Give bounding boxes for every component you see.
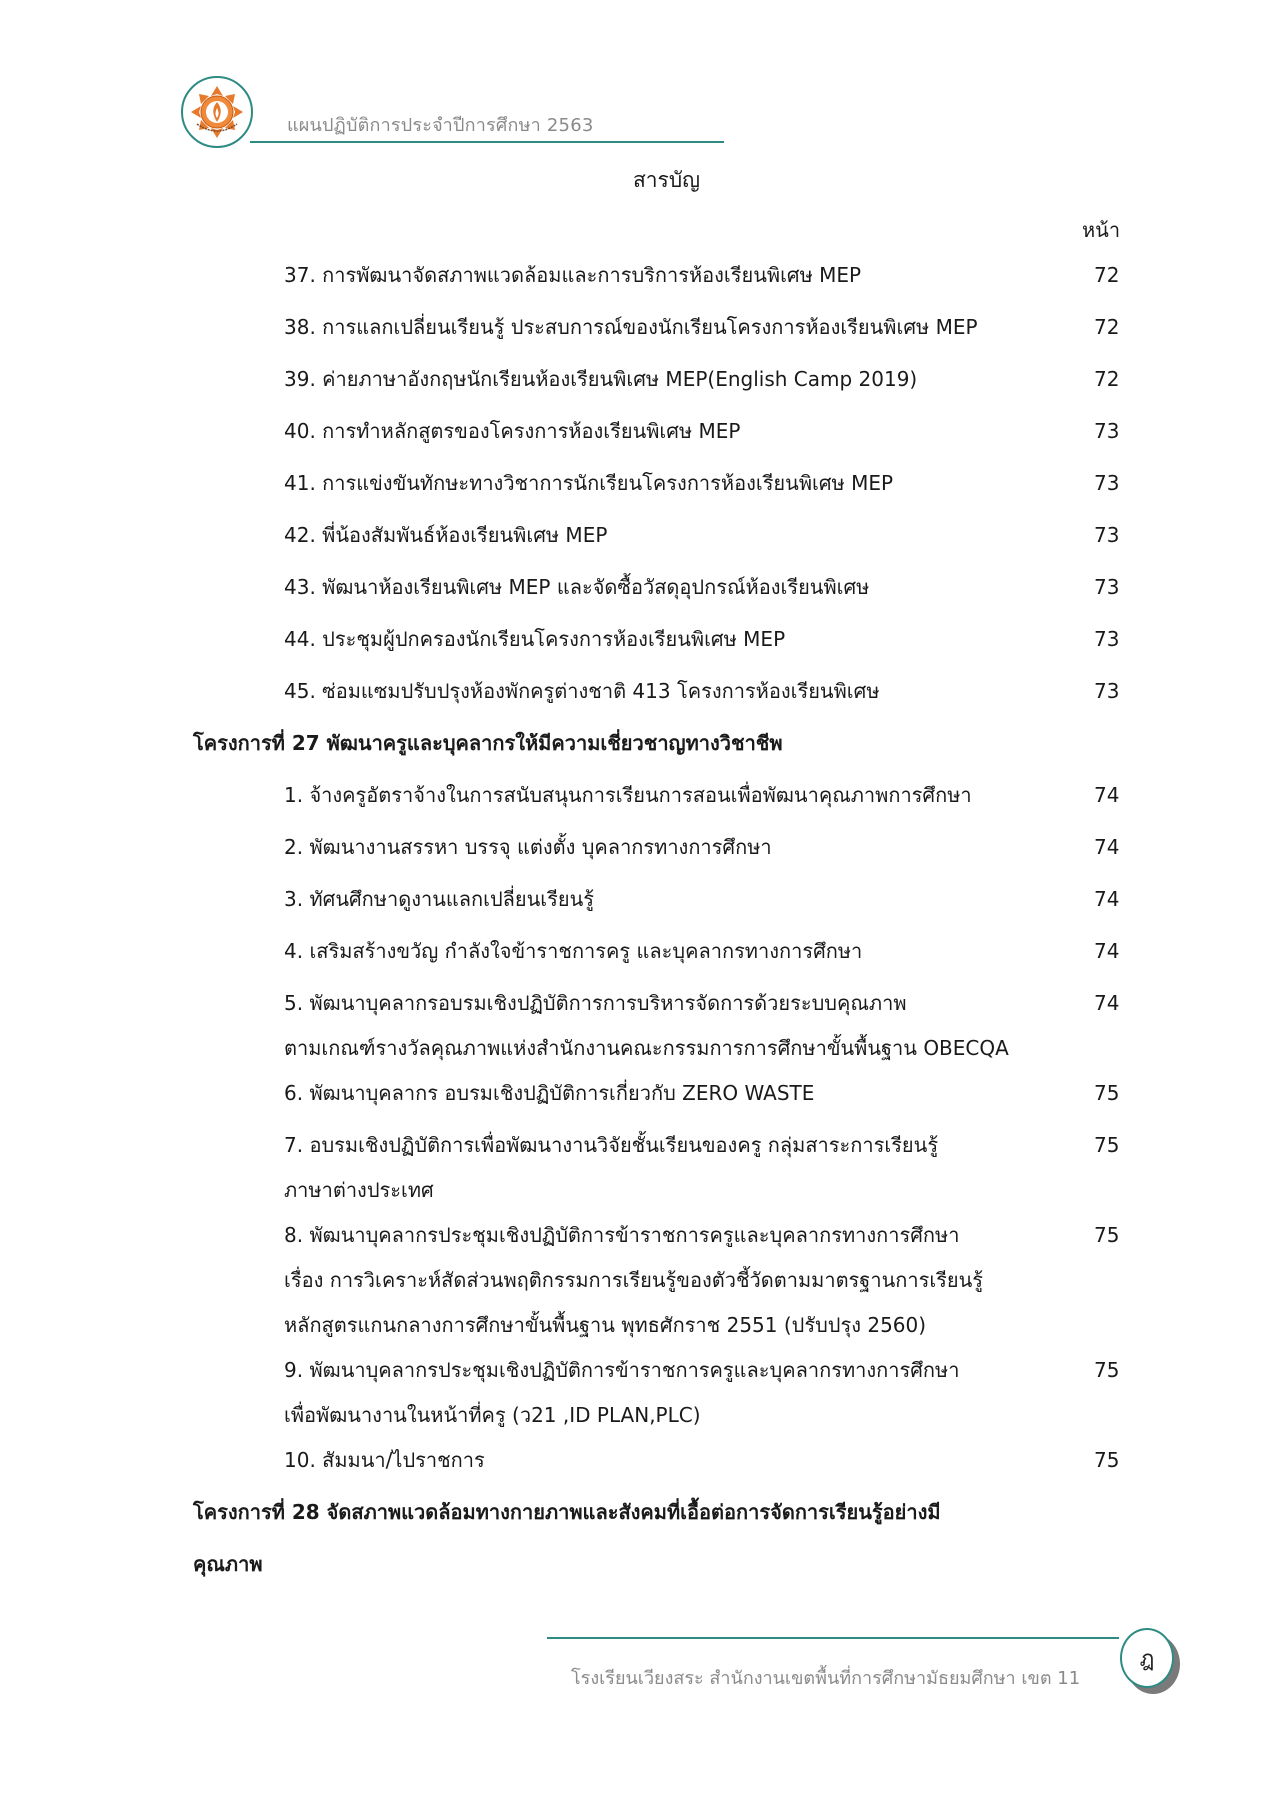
toc-entry[interactable] xyxy=(284,1445,1144,1475)
toc-entry[interactable] xyxy=(284,780,1144,810)
toc-entry-continuation: เพื่อพัฒนางานในหน้าที่ครู (ว21 ,ID PLAN,PLC) xyxy=(284,1403,701,1427)
page-column-label: หน้า xyxy=(1082,218,1121,242)
toc-page-number: 75 xyxy=(1094,1081,1120,1105)
toc-entry-text: 43. พัฒนาห้องเรียนพิเศษ MEP และจัดซื้อวัสดุอุปกรณ์ห้องเรียนพิเศษ xyxy=(284,575,870,599)
toc-entry[interactable] xyxy=(284,260,1144,290)
toc-page-number: 73 xyxy=(1094,471,1120,495)
toc-entry[interactable] xyxy=(284,1220,1144,1250)
toc-entry-continuation: เรื่อง การวิเคราะห์สัดส่วนพฤติกรรมการเรียนรู้ของตัวชี้วัดตามมาตรฐานการเรียนรู้ xyxy=(284,1268,984,1292)
toc-page-number: 72 xyxy=(1094,367,1120,391)
toc-entry-text: 9. พัฒนาบุคลากรประชุมเชิงปฏิบัติการข้าราชการครูและบุคลากรทางการศึกษา xyxy=(284,1358,960,1382)
toc-page-number: 74 xyxy=(1094,991,1120,1015)
toc-entry[interactable] xyxy=(284,416,1144,446)
toc-entry[interactable] xyxy=(284,312,1144,342)
toc-entry-text: 4. เสริมสร้างขวัญ กำลังใจข้าราชการครู และบุคลากรทางการศึกษา xyxy=(284,939,863,963)
toc-entry-text: 2. พัฒนางานสรรหา บรรจุ แต่งตั้ง บุคลากรทางการศึกษา xyxy=(284,835,772,859)
document-title: สารบัญ xyxy=(632,168,701,192)
toc-page-number: 73 xyxy=(1094,679,1120,703)
toc-page-number: 72 xyxy=(1094,315,1120,339)
toc-entry[interactable] xyxy=(284,624,1144,654)
toc-page-number: 74 xyxy=(1094,887,1120,911)
toc-entry[interactable] xyxy=(284,468,1144,498)
footer-school-name: โรงเรียนเวียงสระ สำนักงานเขตพื้นที่การศึกษามัธยมศึกษา เขต 11 xyxy=(571,1668,1081,1689)
emblem-icon xyxy=(189,84,245,140)
toc-entry[interactable] xyxy=(284,1355,1144,1385)
toc-entry[interactable] xyxy=(284,520,1144,550)
toc-section-heading[interactable]: โครงการที่ 27 พัฒนาครูและบุคลากรให้มีความเชี่ยวชาญทางวิชาชีพ xyxy=(193,731,783,755)
toc-page-number: 74 xyxy=(1094,835,1120,859)
toc-entry-text: 10. สัมมนา/ไปราชการ xyxy=(284,1448,485,1472)
toc-section-heading[interactable]: โครงการที่ 28 จัดสภาพแวดล้อมทางกายภาพและสังคมที่เอื้อต่อการจัดการเรียนรู้อย่างมี xyxy=(193,1500,941,1524)
toc-page-number: 73 xyxy=(1094,419,1120,443)
school-emblem-logo xyxy=(181,76,253,148)
toc-entry[interactable] xyxy=(284,1130,1144,1160)
toc-page-number: 73 xyxy=(1094,627,1120,651)
toc-page-number: 72 xyxy=(1094,263,1120,287)
toc-entry-text: 42. พี่น้องสัมพันธ์ห้องเรียนพิเศษ MEP xyxy=(284,523,608,547)
toc-entry-continuation: ภาษาต่างประเทศ xyxy=(284,1178,434,1202)
toc-entry-continuation: ตามเกณฑ์รางวัลคุณภาพแห่งสำนักงานคณะกรรมการการศึกษาขั้นพื้นฐาน OBECQA xyxy=(284,1036,1009,1060)
toc-entry-continuation: หลักสูตรแกนกลางการศึกษาขั้นพื้นฐาน พุทธศักราช 2551 (ปรับปรุง 2560) xyxy=(284,1313,927,1337)
toc-entry-text: 38. การแลกเปลี่ยนเรียนรู้ ประสบการณ์ของนักเรียนโครงการห้องเรียนพิเศษ MEP xyxy=(284,315,978,339)
toc-page-number: 75 xyxy=(1094,1133,1120,1157)
toc-page-number: 75 xyxy=(1094,1358,1120,1382)
header-title: แผนปฏิบัติการประจำปีการศึกษา 2563 xyxy=(287,115,594,136)
toc-section-heading-continuation: คุณภาพ xyxy=(193,1552,263,1576)
toc-entry-text: 44. ประชุมผู้ปกครองนักเรียนโครงการห้องเรียนพิเศษ MEP xyxy=(284,627,786,651)
page-marker: ฎ xyxy=(1120,1628,1174,1688)
toc-entry-text: 45. ซ่อมแซมปรับปรุงห้องพักครูต่างชาติ 413 โครงการห้องเรียนพิเศษ xyxy=(284,679,880,703)
toc-entry-text: 7. อบรมเชิงปฏิบัติการเพื่อพัฒนางานวิจัยชั้นเรียนของครู กลุ่มสาระการเรียนรู้ xyxy=(284,1133,939,1157)
toc-entry-text: 40. การทำหลักสูตรของโครงการห้องเรียนพิเศษ MEP xyxy=(284,419,741,443)
toc-entry[interactable] xyxy=(284,936,1144,966)
toc-page-number: 74 xyxy=(1094,939,1120,963)
toc-page-number: 73 xyxy=(1094,575,1120,599)
toc-entry-text: 41. การแข่งขันทักษะทางวิชาการนักเรียนโครงการห้องเรียนพิเศษ MEP xyxy=(284,471,894,495)
toc-entry-text: 3. ทัศนศึกษาดูงานแลกเปลี่ยนเรียนรู้ xyxy=(284,887,595,911)
toc-entry-text: 8. พัฒนาบุคลากรประชุมเชิงปฏิบัติการข้าราชการครูและบุคลากรทางการศึกษา xyxy=(284,1223,960,1247)
toc-page-number: 73 xyxy=(1094,523,1120,547)
toc-entry[interactable] xyxy=(284,364,1144,394)
toc-entry-text: 37. การพัฒนาจัดสภาพแวดล้อมและการบริการห้องเรียนพิเศษ MEP xyxy=(284,263,862,287)
toc-entry[interactable] xyxy=(284,676,1144,706)
toc-page-number: 75 xyxy=(1094,1448,1120,1472)
toc-entry[interactable] xyxy=(284,988,1144,1018)
footer-divider xyxy=(547,1637,1119,1639)
toc-entry-text: 1. จ้างครูอัตราจ้างในการสนับสนุนการเรียนการสอนเพื่อพัฒนาคุณภาพการศึกษา xyxy=(284,783,972,807)
toc-entry[interactable] xyxy=(284,572,1144,602)
page-number-badge xyxy=(1120,1628,1180,1694)
toc-entry-text: 39. ค่ายภาษาอังกฤษนักเรียนห้องเรียนพิเศษ MEP(English Camp 2019) xyxy=(284,367,918,391)
header-divider xyxy=(250,141,724,143)
toc-page-number: 75 xyxy=(1094,1223,1120,1247)
toc-entry-text: 5. พัฒนาบุคลากรอบรมเชิงปฏิบัติการการบริหารจัดการด้วยระบบคุณภาพ xyxy=(284,991,907,1015)
toc-entry[interactable] xyxy=(284,884,1144,914)
toc-entry-text: 6. พัฒนาบุคลากร อบรมเชิงปฏิบัติการเกี่ยวกับ ZERO WASTE xyxy=(284,1081,815,1105)
toc-page-number: 74 xyxy=(1094,783,1120,807)
toc-entry[interactable] xyxy=(284,1078,1144,1108)
toc-entry[interactable] xyxy=(284,832,1144,862)
